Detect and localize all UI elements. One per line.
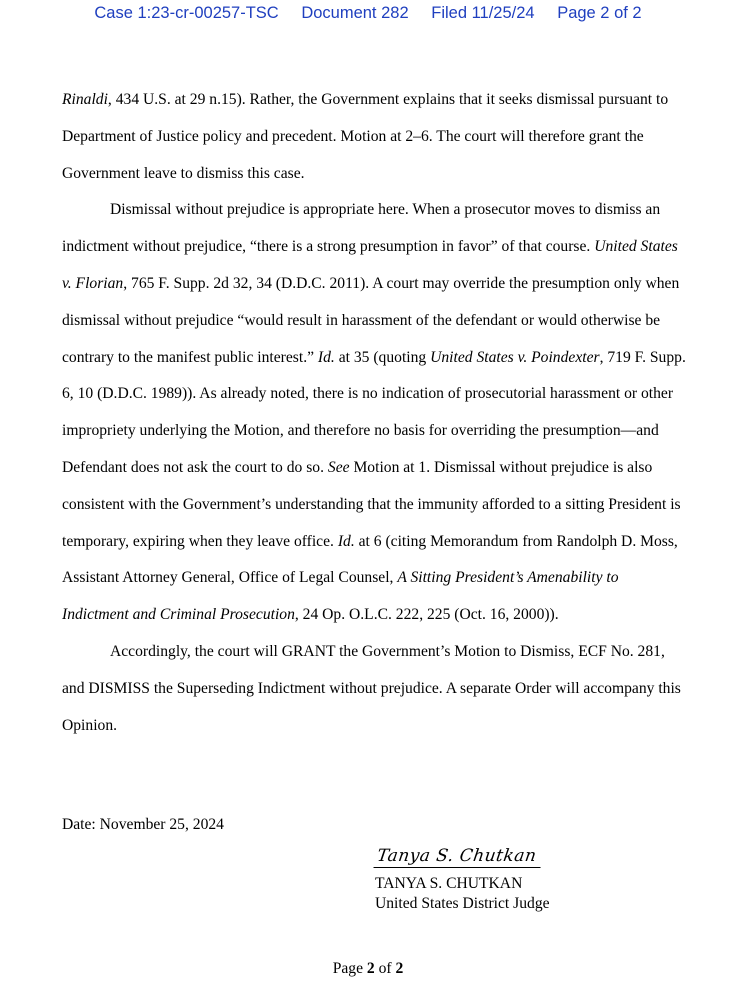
case-citation: United States v. Florian	[62, 238, 678, 292]
footer-middle: of	[374, 960, 396, 977]
text-run: Accordingly, the court will GRANT the Government’s Motion to Dismiss, ECF No. 281, and DISMISS the Superseding Indictment without prejudice. A separate Order will accompany this Opinion.	[62, 642, 681, 734]
ecf-filing-header	[0, 4, 736, 23]
opinion-date: Date: November 25, 2024	[62, 816, 224, 833]
filed-date: Filed 11/25/24	[431, 4, 535, 22]
text-run: , 719 F. Supp. 6, 10 (D.D.C. 1989)). As already noted, there is no indication of prosecutorial harassment or other impropriety underlying the Motion, and therefore no basis for overriding the presumption—and Defendant does not ask the court to do so.	[62, 348, 686, 476]
paragraph-1	[62, 82, 687, 192]
opinion-body	[62, 82, 687, 744]
handwritten-signature: Tanya S. Chutkan	[373, 846, 543, 868]
id-citation: Id.	[317, 348, 335, 366]
text-run: at 35 (quoting	[334, 348, 431, 366]
signature-block	[375, 846, 550, 914]
text-run: , 765 F. Supp. 2d 32, 34 (D.D.C. 2011). A court may override the presumption only when dismissal without prejudice “would result in harassment of the defendant or would otherwise be contrary to the manifest public interest.”	[62, 274, 680, 366]
judge-name: TANYA S. CHUTKAN	[375, 875, 523, 892]
text-run: , 434 U.S. at 29 n.15). Rather, the Government explains that it seeks dismissal pursuant to Department of Justice policy and precedent. Motion at 2–6. The court will therefore grant the Government leave to dismiss this case.	[62, 91, 669, 182]
text-run: Dismissal without prejudice is appropriate here. When a prosecutor moves to dismiss an indictment without prejudice, “there is a strong presumption in favor” of that course.	[62, 201, 661, 256]
memo-title: A Sitting President’s Amenability to Indictment and Criminal Prosecution	[62, 569, 619, 624]
paragraph-2	[62, 192, 687, 634]
text-run: Motion at 1. Dismissal without prejudice is also consistent with the Government’s understanding that the immunity afforded to a sitting President is temporary, expiring when they leave office.	[62, 458, 681, 550]
case-citation: Rinaldi	[62, 91, 108, 108]
id-citation: Id.	[337, 532, 355, 550]
page-footer	[0, 960, 736, 978]
paragraph-3	[62, 634, 687, 744]
see-signal: See	[327, 458, 350, 476]
case-number: Case 1:23-cr-00257-TSC	[94, 4, 279, 22]
footer-prefix: Page	[332, 960, 367, 977]
footer-total-pages: 2	[395, 960, 404, 977]
text-run: , 24 Op. O.L.C. 222, 225 (Oct. 16, 2000)).	[294, 606, 559, 624]
footer-current-page: 2	[366, 960, 375, 977]
document-number: Document 282	[301, 4, 409, 22]
header-page-count: Page 2 of 2	[557, 4, 642, 22]
case-citation: United States v. Poindexter	[430, 348, 600, 366]
judge-title: United States District Judge	[375, 895, 550, 912]
text-run: at 6 (citing Memorandum from Randolph D. Moss, Assistant Attorney General, Office of Legal Counsel,	[62, 532, 678, 587]
